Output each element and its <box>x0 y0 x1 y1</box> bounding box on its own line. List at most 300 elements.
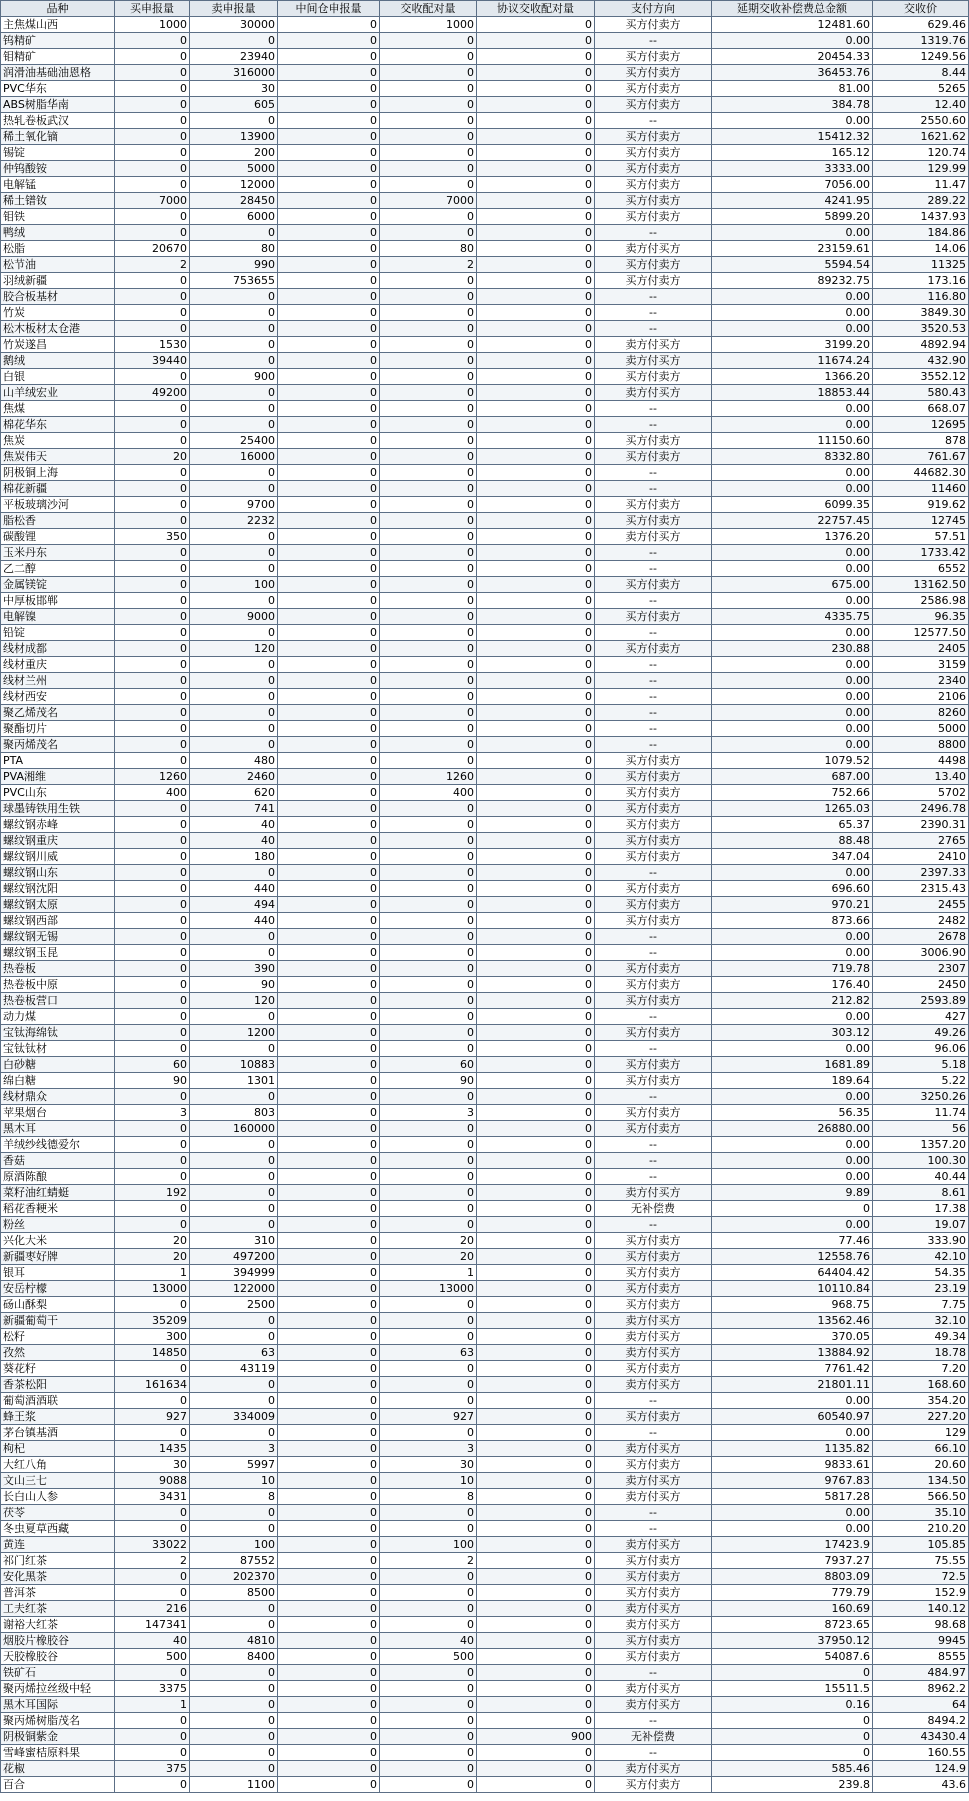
cell-payment-direction: 买方付卖方 <box>595 1649 712 1665</box>
cell-sell-declared: 10 <box>190 1473 278 1489</box>
cell-buy-declared: 60 <box>115 1057 190 1073</box>
table-row[interactable] <box>1 129 969 145</box>
header-sell-declared[interactable]: 卖申报量 <box>190 1 278 17</box>
cell-buy-declared: 20 <box>115 449 190 465</box>
table-row[interactable] <box>1 1521 969 1537</box>
table-row[interactable] <box>1 17 969 33</box>
cell-product: 玉米丹东 <box>1 545 115 561</box>
table-row[interactable] <box>1 1009 969 1025</box>
table-row[interactable] <box>1 497 969 513</box>
cell-delivery-price: 96.35 <box>873 609 969 625</box>
cell-payment-direction: 无补偿费 <box>595 1201 712 1217</box>
cell-deferred-compensation: 0.16 <box>712 1697 873 1713</box>
header-buy-declared[interactable]: 买申报量 <box>115 1 190 17</box>
table-row[interactable] <box>1 273 969 289</box>
table-row[interactable] <box>1 81 969 97</box>
table-row[interactable] <box>1 1777 969 1793</box>
cell-intermediate-declared: 0 <box>278 1409 380 1425</box>
header-product[interactable]: 品种 <box>1 1 115 17</box>
cell-delivery-matched: 30 <box>380 1457 477 1473</box>
cell-sell-declared: 30 <box>190 81 278 97</box>
table-row[interactable] <box>1 961 969 977</box>
cell-payment-direction: -- <box>595 1153 712 1169</box>
table-row[interactable] <box>1 1265 969 1281</box>
cell-delivery-price: 6552 <box>873 561 969 577</box>
cell-product: 胶合板基材 <box>1 289 115 305</box>
table-row[interactable] <box>1 673 969 689</box>
table-row[interactable] <box>1 865 969 881</box>
cell-sell-declared: 0 <box>190 1505 278 1521</box>
cell-product: 枸杞 <box>1 1441 115 1457</box>
cell-deferred-compensation: 0.00 <box>712 465 873 481</box>
table-row[interactable] <box>1 1169 969 1185</box>
table-row[interactable] <box>1 65 969 81</box>
cell-product: 松节油 <box>1 257 115 273</box>
table-row[interactable] <box>1 689 969 705</box>
table-row[interactable] <box>1 1201 969 1217</box>
table-row[interactable] <box>1 1137 969 1153</box>
table-row[interactable] <box>1 305 969 321</box>
cell-deferred-compensation: 0.00 <box>712 737 873 753</box>
cell-delivery-matched: 0 <box>380 209 477 225</box>
cell-product: 天胶橡胶谷 <box>1 1649 115 1665</box>
cell-sell-declared: 0 <box>190 1761 278 1777</box>
cell-agreement-matched: 0 <box>477 817 595 833</box>
cell-delivery-matched: 0 <box>380 1169 477 1185</box>
table-row[interactable] <box>1 1681 969 1697</box>
table-row[interactable] <box>1 1329 969 1345</box>
cell-agreement-matched: 0 <box>477 865 595 881</box>
table-row[interactable] <box>1 657 969 673</box>
cell-delivery-matched: 0 <box>380 641 477 657</box>
table-row[interactable] <box>1 1233 969 1249</box>
table-row[interactable] <box>1 769 969 785</box>
table-row[interactable] <box>1 1569 969 1585</box>
table-row[interactable] <box>1 577 969 593</box>
table-row[interactable] <box>1 321 969 337</box>
table-row[interactable] <box>1 353 969 369</box>
table-row[interactable] <box>1 113 969 129</box>
table-row[interactable] <box>1 609 969 625</box>
cell-intermediate-declared: 0 <box>278 705 380 721</box>
table-row[interactable] <box>1 1441 969 1457</box>
cell-buy-declared: 216 <box>115 1601 190 1617</box>
table-row[interactable] <box>1 257 969 273</box>
cell-deferred-compensation: 10110.84 <box>712 1281 873 1297</box>
cell-delivery-price: 11.74 <box>873 1105 969 1121</box>
table-row[interactable] <box>1 241 969 257</box>
cell-product: 羊绒纱线德爱尔 <box>1 1137 115 1153</box>
cell-product: 黑木耳国际 <box>1 1697 115 1713</box>
table-row[interactable] <box>1 1425 969 1441</box>
cell-agreement-matched: 0 <box>477 1441 595 1457</box>
cell-agreement-matched: 0 <box>477 385 595 401</box>
cell-delivery-price: 140.12 <box>873 1601 969 1617</box>
cell-intermediate-declared: 0 <box>278 801 380 817</box>
cell-agreement-matched: 0 <box>477 1409 595 1425</box>
table-row[interactable] <box>1 1185 969 1201</box>
header-payment-direction[interactable]: 支付方向 <box>595 1 712 17</box>
table-row[interactable] <box>1 417 969 433</box>
cell-buy-declared: 0 <box>115 1745 190 1761</box>
cell-delivery-price: 1357.20 <box>873 1137 969 1153</box>
table-row[interactable] <box>1 49 969 65</box>
cell-delivery-price: 761.67 <box>873 449 969 465</box>
table-row[interactable] <box>1 1585 969 1601</box>
cell-buy-declared: 0 <box>115 1217 190 1233</box>
cell-product: 脂松香 <box>1 513 115 529</box>
table-row[interactable] <box>1 1745 969 1761</box>
cell-sell-declared: 0 <box>190 33 278 49</box>
cell-delivery-price: 3520.53 <box>873 321 969 337</box>
cell-payment-direction: 买方付卖方 <box>595 769 712 785</box>
cell-deferred-compensation: 81.00 <box>712 81 873 97</box>
table-row[interactable] <box>1 641 969 657</box>
cell-deferred-compensation: 0 <box>712 1665 873 1681</box>
table-row[interactable] <box>1 401 969 417</box>
cell-payment-direction: -- <box>595 721 712 737</box>
cell-deferred-compensation: 0.00 <box>712 33 873 49</box>
cell-intermediate-declared: 0 <box>278 97 380 113</box>
table-row[interactable] <box>1 977 969 993</box>
cell-sell-declared: 202370 <box>190 1569 278 1585</box>
cell-payment-direction: 买方付卖方 <box>595 913 712 929</box>
cell-sell-declared: 0 <box>190 417 278 433</box>
cell-deferred-compensation: 0.00 <box>712 561 873 577</box>
table-row[interactable] <box>1 1057 969 1073</box>
cell-product: 白砂糖 <box>1 1057 115 1073</box>
cell-delivery-price: 1249.56 <box>873 49 969 65</box>
table-row[interactable] <box>1 785 969 801</box>
table-row[interactable] <box>1 705 969 721</box>
table-row[interactable] <box>1 1297 969 1313</box>
table-row[interactable] <box>1 849 969 865</box>
cell-sell-declared: 990 <box>190 257 278 273</box>
table-row[interactable] <box>1 1041 969 1057</box>
cell-intermediate-declared: 0 <box>278 1745 380 1761</box>
table-row[interactable] <box>1 545 969 561</box>
cell-intermediate-declared: 0 <box>278 817 380 833</box>
table-row[interactable] <box>1 945 969 961</box>
cell-agreement-matched: 0 <box>477 1457 595 1473</box>
cell-delivery-price: 484.97 <box>873 1665 969 1681</box>
cell-delivery-matched: 0 <box>380 161 477 177</box>
cell-buy-declared: 0 <box>115 945 190 961</box>
cell-intermediate-declared: 0 <box>278 737 380 753</box>
cell-payment-direction: 买方付卖方 <box>595 801 712 817</box>
table-row[interactable] <box>1 881 969 897</box>
cell-sell-declared: 0 <box>190 1521 278 1537</box>
cell-buy-declared: 0 <box>115 1729 190 1745</box>
table-row[interactable] <box>1 225 969 241</box>
cell-product: 螺纹钢山东 <box>1 865 115 881</box>
cell-intermediate-declared: 0 <box>278 561 380 577</box>
cell-deferred-compensation: 675.00 <box>712 577 873 593</box>
cell-delivery-price: 5.18 <box>873 1057 969 1073</box>
cell-product: 棉花新疆 <box>1 481 115 497</box>
cell-agreement-matched: 0 <box>477 113 595 129</box>
cell-deferred-compensation: 0.00 <box>712 1041 873 1057</box>
cell-buy-declared: 0 <box>115 49 190 65</box>
table-row[interactable] <box>1 289 969 305</box>
cell-intermediate-declared: 0 <box>278 1121 380 1137</box>
cell-payment-direction: -- <box>595 689 712 705</box>
cell-product: 茅台镇基酒 <box>1 1425 115 1441</box>
table-row[interactable] <box>1 513 969 529</box>
table-row[interactable] <box>1 529 969 545</box>
cell-payment-direction: 买方付卖方 <box>595 1361 712 1377</box>
table-row[interactable] <box>1 1761 969 1777</box>
table-row[interactable] <box>1 1217 969 1233</box>
cell-product: 螺纹钢沈阳 <box>1 881 115 897</box>
cell-intermediate-declared: 0 <box>278 433 380 449</box>
cell-buy-declared: 0 <box>115 1297 190 1313</box>
table-row[interactable] <box>1 993 969 1009</box>
header-delivery-matched[interactable]: 交收配对量 <box>380 1 477 17</box>
cell-deferred-compensation: 36453.76 <box>712 65 873 81</box>
cell-delivery-matched: 0 <box>380 1137 477 1153</box>
table-row[interactable] <box>1 369 969 385</box>
cell-delivery-price: 11460 <box>873 481 969 497</box>
cell-sell-declared: 0 <box>190 657 278 673</box>
cell-sell-declared: 605 <box>190 97 278 113</box>
cell-delivery-matched: 0 <box>380 1585 477 1601</box>
cell-intermediate-declared: 0 <box>278 1265 380 1281</box>
cell-deferred-compensation: 1376.20 <box>712 529 873 545</box>
cell-delivery-price: 56 <box>873 1121 969 1137</box>
table-row[interactable] <box>1 1153 969 1169</box>
cell-intermediate-declared: 0 <box>278 1169 380 1185</box>
header-agreement-matched[interactable]: 协议交收配对量 <box>477 1 595 17</box>
table-row[interactable] <box>1 1393 969 1409</box>
cell-payment-direction: 买方付卖方 <box>595 961 712 977</box>
table-row[interactable] <box>1 1473 969 1489</box>
cell-agreement-matched: 0 <box>477 1473 595 1489</box>
header-delivery-price[interactable]: 交收价 <box>873 1 969 17</box>
table-row[interactable] <box>1 1633 969 1649</box>
cell-payment-direction: 买方付卖方 <box>595 65 712 81</box>
table-row[interactable] <box>1 1697 969 1713</box>
cell-payment-direction: 买方付卖方 <box>595 609 712 625</box>
cell-buy-declared: 2 <box>115 1553 190 1569</box>
cell-product: 球墨铸铁用生铁 <box>1 801 115 817</box>
table-row[interactable] <box>1 161 969 177</box>
table-row[interactable] <box>1 1249 969 1265</box>
table-row[interactable] <box>1 1345 969 1361</box>
cell-deferred-compensation: 13884.92 <box>712 1345 873 1361</box>
cell-delivery-matched: 0 <box>380 833 477 849</box>
cell-intermediate-declared: 0 <box>278 401 380 417</box>
cell-deferred-compensation: 687.00 <box>712 769 873 785</box>
table-row[interactable] <box>1 753 969 769</box>
cell-sell-declared: 753655 <box>190 273 278 289</box>
cell-delivery-matched: 0 <box>380 65 477 81</box>
table-row[interactable] <box>1 1073 969 1089</box>
table-row[interactable] <box>1 481 969 497</box>
cell-payment-direction: 买方付卖方 <box>595 1281 712 1297</box>
cell-product: 钼精矿 <box>1 49 115 65</box>
table-row[interactable] <box>1 721 969 737</box>
cell-delivery-price: 2390.31 <box>873 817 969 833</box>
cell-product: 白银 <box>1 369 115 385</box>
table-row[interactable] <box>1 561 969 577</box>
cell-payment-direction: 买方付卖方 <box>595 849 712 865</box>
cell-intermediate-declared: 0 <box>278 353 380 369</box>
cell-intermediate-declared: 0 <box>278 513 380 529</box>
cell-buy-declared: 40 <box>115 1633 190 1649</box>
cell-delivery-price: 17.38 <box>873 1201 969 1217</box>
cell-delivery-matched: 0 <box>380 1521 477 1537</box>
table-row[interactable] <box>1 625 969 641</box>
table-row[interactable] <box>1 1089 969 1105</box>
table-row[interactable] <box>1 1617 969 1633</box>
cell-deferred-compensation: 0.00 <box>712 1153 873 1169</box>
cell-payment-direction: -- <box>595 1505 712 1521</box>
table-row[interactable] <box>1 1553 969 1569</box>
cell-intermediate-declared: 0 <box>278 1297 380 1313</box>
cell-delivery-matched: 0 <box>380 337 477 353</box>
cell-sell-declared: 100 <box>190 1537 278 1553</box>
cell-delivery-matched: 0 <box>380 753 477 769</box>
cell-delivery-price: 66.10 <box>873 1441 969 1457</box>
cell-agreement-matched: 0 <box>477 1745 595 1761</box>
cell-sell-declared: 0 <box>190 529 278 545</box>
cell-intermediate-declared: 0 <box>278 1105 380 1121</box>
table-row[interactable] <box>1 897 969 913</box>
cell-agreement-matched: 0 <box>477 881 595 897</box>
cell-buy-declared: 147341 <box>115 1617 190 1633</box>
table-row[interactable] <box>1 913 969 929</box>
table-row[interactable] <box>1 737 969 753</box>
cell-deferred-compensation: 7937.27 <box>712 1553 873 1569</box>
table-row[interactable] <box>1 1361 969 1377</box>
cell-intermediate-declared: 0 <box>278 993 380 1009</box>
table-row[interactable] <box>1 1665 969 1681</box>
table-row[interactable] <box>1 337 969 353</box>
table-row[interactable] <box>1 1713 969 1729</box>
table-row[interactable] <box>1 193 969 209</box>
cell-buy-declared: 0 <box>115 1153 190 1169</box>
table-row[interactable] <box>1 929 969 945</box>
cell-delivery-matched: 0 <box>380 929 477 945</box>
table-row[interactable] <box>1 1313 969 1329</box>
cell-payment-direction: 无补偿费 <box>595 1729 712 1745</box>
table-row[interactable] <box>1 1105 969 1121</box>
cell-payment-direction: -- <box>595 225 712 241</box>
cell-delivery-matched: 0 <box>380 385 477 401</box>
table-row[interactable] <box>1 1505 969 1521</box>
cell-deferred-compensation: 56.35 <box>712 1105 873 1121</box>
cell-delivery-matched: 500 <box>380 1649 477 1665</box>
table-row[interactable] <box>1 593 969 609</box>
table-row[interactable] <box>1 1649 969 1665</box>
cell-agreement-matched: 0 <box>477 1233 595 1249</box>
cell-product: 新疆葡萄干 <box>1 1313 115 1329</box>
cell-delivery-matched: 0 <box>380 97 477 113</box>
cell-agreement-matched: 0 <box>477 513 595 529</box>
table-row[interactable] <box>1 833 969 849</box>
cell-agreement-matched: 0 <box>477 225 595 241</box>
cell-delivery-price: 152.9 <box>873 1585 969 1601</box>
table-row[interactable] <box>1 801 969 817</box>
cell-product: 线材鼎众 <box>1 1089 115 1105</box>
cell-product: 阴极铜上海 <box>1 465 115 481</box>
cell-payment-direction: -- <box>595 929 712 945</box>
cell-agreement-matched: 0 <box>477 1297 595 1313</box>
cell-sell-declared: 0 <box>190 1041 278 1057</box>
table-row[interactable] <box>1 817 969 833</box>
cell-agreement-matched: 0 <box>477 657 595 673</box>
cell-delivery-matched: 0 <box>380 465 477 481</box>
table-row[interactable] <box>1 1377 969 1393</box>
cell-agreement-matched: 0 <box>477 1585 595 1601</box>
table-row[interactable] <box>1 1601 969 1617</box>
cell-deferred-compensation: 0.00 <box>712 305 873 321</box>
cell-delivery-matched: 0 <box>380 1377 477 1393</box>
table-row[interactable] <box>1 1489 969 1505</box>
table-row[interactable] <box>1 97 969 113</box>
table-row[interactable] <box>1 1409 969 1425</box>
table-row[interactable] <box>1 385 969 401</box>
table-row[interactable] <box>1 1121 969 1137</box>
cell-buy-declared: 0 <box>115 1025 190 1041</box>
cell-payment-direction: -- <box>595 945 712 961</box>
table-row[interactable] <box>1 465 969 481</box>
cell-buy-declared: 90 <box>115 1073 190 1089</box>
cell-deferred-compensation: 26880.00 <box>712 1121 873 1137</box>
cell-delivery-price: 580.43 <box>873 385 969 401</box>
cell-product: PVC华东 <box>1 81 115 97</box>
cell-sell-declared: 3 <box>190 1441 278 1457</box>
cell-payment-direction: 买方付卖方 <box>595 273 712 289</box>
cell-product: 茯苓 <box>1 1505 115 1521</box>
cell-intermediate-declared: 0 <box>278 33 380 49</box>
header-deferred-compensation[interactable]: 延期交收补偿费总金额 <box>712 1 873 17</box>
table-row[interactable] <box>1 1281 969 1297</box>
header-intermediate-declared[interactable]: 中间仓申报量 <box>278 1 380 17</box>
cell-deferred-compensation: 303.12 <box>712 1025 873 1041</box>
cell-intermediate-declared: 0 <box>278 1057 380 1073</box>
cell-intermediate-declared: 0 <box>278 1089 380 1105</box>
cell-agreement-matched: 0 <box>477 289 595 305</box>
cell-deferred-compensation: 752.66 <box>712 785 873 801</box>
cell-delivery-price: 2455 <box>873 897 969 913</box>
cell-agreement-matched: 0 <box>477 561 595 577</box>
table-row[interactable] <box>1 1729 969 1745</box>
cell-sell-declared: 0 <box>190 1169 278 1185</box>
table-row[interactable] <box>1 145 969 161</box>
table-row[interactable] <box>1 449 969 465</box>
table-row[interactable] <box>1 1025 969 1041</box>
table-row[interactable] <box>1 33 969 49</box>
table-row[interactable] <box>1 433 969 449</box>
table-row[interactable] <box>1 177 969 193</box>
table-row[interactable] <box>1 209 969 225</box>
cell-buy-declared: 0 <box>115 33 190 49</box>
cell-deferred-compensation: 21801.11 <box>712 1377 873 1393</box>
cell-product: 安化黑茶 <box>1 1569 115 1585</box>
cell-payment-direction: -- <box>595 33 712 49</box>
cell-buy-declared: 0 <box>115 1361 190 1377</box>
cell-sell-declared: 494 <box>190 897 278 913</box>
cell-delivery-matched: 0 <box>380 289 477 305</box>
cell-agreement-matched: 0 <box>477 529 595 545</box>
cell-intermediate-declared: 0 <box>278 1601 380 1617</box>
cell-delivery-matched: 90 <box>380 1073 477 1089</box>
table-row[interactable] <box>1 1537 969 1553</box>
table-row[interactable] <box>1 1457 969 1473</box>
cell-agreement-matched: 0 <box>477 1681 595 1697</box>
